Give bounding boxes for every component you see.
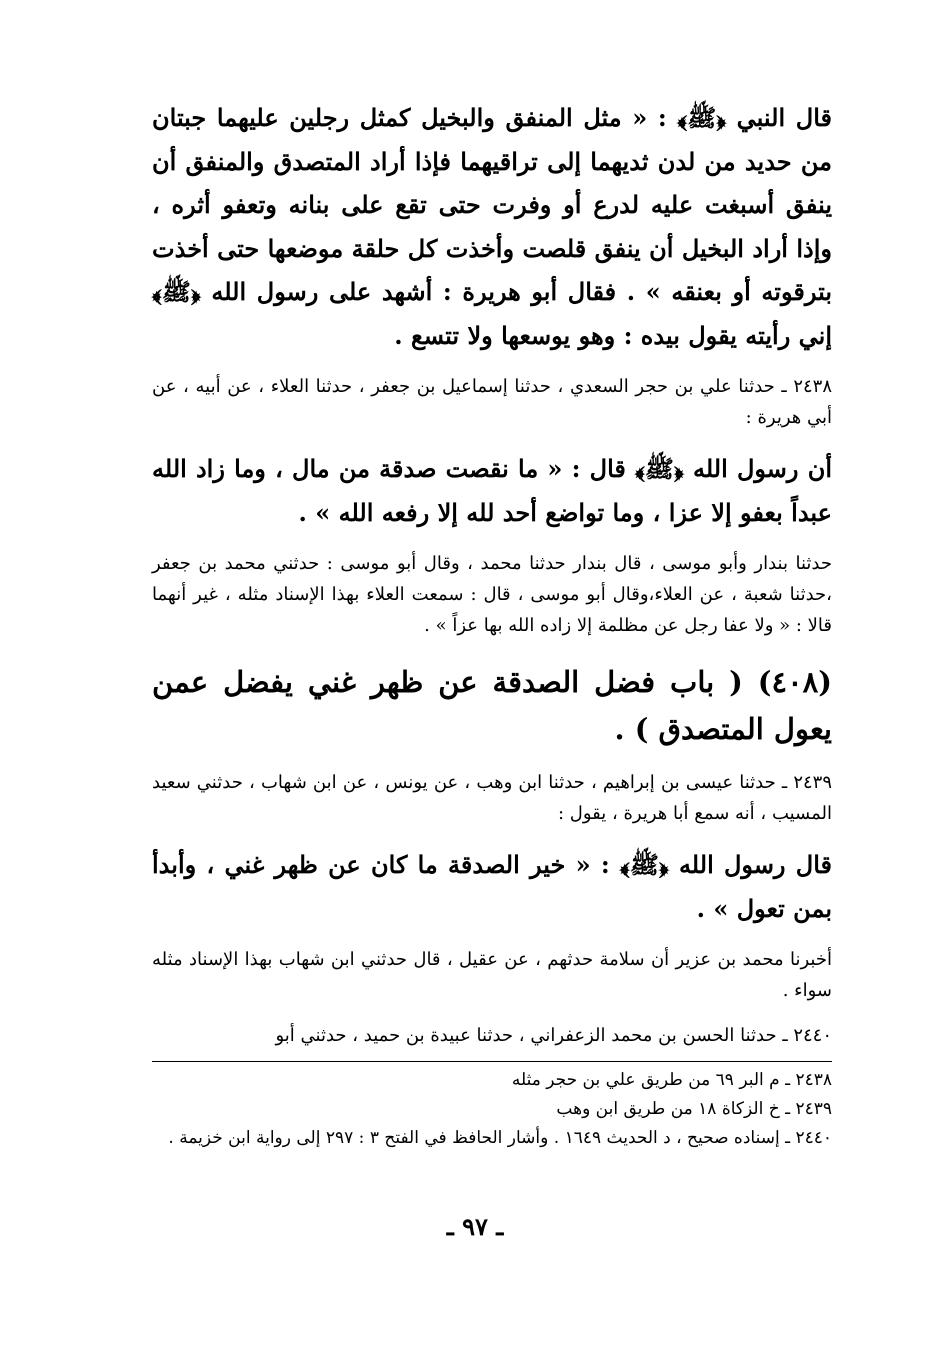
chapter-heading: (٤٠٨) ( باب فضل الصدقة عن ظهر غني يفضل عمن يعول المتصدق ) .: [152, 665, 832, 746]
footnote: ٢٤٣٨ ـ م البر ٦٩ من طريق علي بن حجر مثله: [511, 1070, 832, 1090]
footnote: ٢٤٣٩ ـ خ الزكاة ١٨ من طريق ابن وهب: [556, 1099, 832, 1119]
isnad-2438: ٢٤٣٨ ـ حدثنا علي بن حجر السعدي ، حدثنا إسماعيل بن جعفر ، حدثنا العلاء ، عن أبيه ، عن أبي هريرة :: [152, 376, 832, 428]
hadith-2438-text: أن رسول الله ﴿ﷺ﴾ قال : « ما نقصت صدقة من مال ، وما زاد الله عبداً بعفو إلا عزا ، وما تواضع أحد لله إلا رفعه الله » .: [152, 454, 832, 527]
page-body: [152, 96, 832, 1153]
isnad-2439-alt: أخبرنا محمد بن عزير أن سلامة حدثهم ، عن عقيل ، قال حدثني ابن شهاب بهذا الإسناد مثله سواء .: [152, 949, 832, 1001]
isnad-2440: ٢٤٤٠ ـ حدثنا الحسن بن محمد الزعفراني ، حدثنا عبيدة بن حميد ، حدثني أبو: [275, 1025, 832, 1046]
isnad-2439: ٢٤٣٩ ـ حدثنا عيسى بن إبراهيم ، حدثنا ابن وهب ، عن يونس ، عن ابن شهاب ، حدثني سعيد المسيب ، أنه سمع أبا هريرة ، يقول :: [152, 772, 832, 824]
isnad-2438-alt: حدثنا بندار وأبو موسى ، قال بندار حدثنا محمد ، وقال أبو موسى : حدثني محمد بن جعفر ،حدثنا شعبة ، عن العلاء،وقال أبو موسى ، قال : سمعت العلاء بهذا الإسناد مثله ، غير أنهما قالا : « ولا عفا رجل عن مظلمة إلا زاده الله بها عزاً » .: [152, 553, 832, 636]
footnotes: [152, 1066, 832, 1153]
hadith-2439-text: قال رسول الله ﴿ﷺ﴾ : « خير الصدقة ما كان عن ظهر غني ، وأبدأ بمن تعول » .: [152, 850, 832, 923]
footnote-divider: [152, 1061, 832, 1062]
hadith-text: قال النبي ﴿ﷺ﴾ : « مثل المنفق والبخيل كمثل رجلين عليهما جبتان من حديد من لدن ثديهما إلى تراقيهما فإذا أراد المتصدق والمنفق أن ينفق أسبغت عليه لدرع أو وفرت حتى تقع على بنانه وتعفو أثره ، وإذا أراد البخيل أن ينفق قلصت وأخذت كل حلقة موضعها حتى أخذت بترقوته أو بعنقه » . فقال أبو هريرة : أشهد على رسول الله ﴿ﷺ﴾ إني رأيته يقول بيده : وهو يوسعها ولا تتسع .: [152, 103, 832, 350]
footnote: ٢٤٤٠ ـ إسناده صحيح ، د الحديث ١٦٤٩ . وأشار الحافظ في الفتح ٣ : ٢٩٧ إلى رواية ابن خزيمة .: [168, 1128, 832, 1148]
page-number: ـ ٩٧ ـ: [446, 1212, 504, 1241]
